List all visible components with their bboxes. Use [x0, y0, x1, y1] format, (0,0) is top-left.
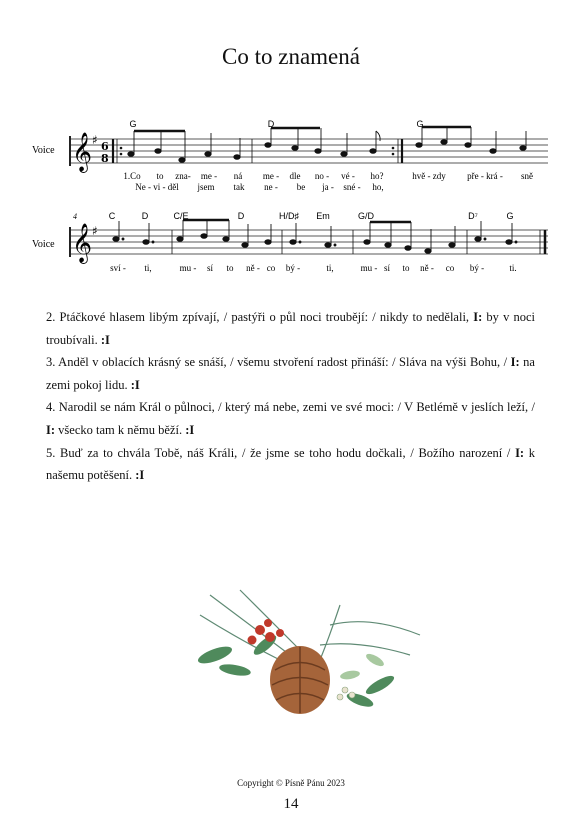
lyric-syllable-0: 1.Co — [123, 171, 141, 181]
treble-clef-icon: 𝄞 — [72, 132, 93, 172]
staff-1 — [70, 136, 548, 166]
chord-symbol-2-8: G — [506, 211, 514, 221]
chord-symbol-2-7: D⁷ — [468, 211, 478, 221]
chord-symbol-0: G — [129, 119, 137, 129]
music-score — [0, 0, 582, 300]
chord-symbol-2-0: C — [108, 211, 116, 221]
chord-symbol-2-4: H/D♯ — [279, 211, 299, 221]
notes-system-1 — [128, 128, 380, 163]
verse-3: 3. Anděl v oblacích krásný se snáší, / všemu stvoření radost přináší: / Sláva na výši Bohu, / I: na zemi pokoj lidu. :I — [46, 355, 535, 392]
chord-symbol-2-1: D — [141, 211, 149, 221]
lyric-syllable-2-7: bý - — [285, 263, 301, 273]
chord-symbol-2: G — [416, 119, 424, 129]
lyric-syllable-4: ná — [233, 171, 243, 181]
lyric-syllable-10: hvě - zdy — [412, 171, 446, 181]
instrument-label: Voice — [32, 145, 55, 156]
time-signature-top: 6 — [101, 140, 109, 153]
lyric-syllable-b-0: Ne - vi - děl — [135, 182, 179, 192]
lyric-syllable-3: me - — [200, 171, 218, 181]
measure-number: 4 — [73, 212, 77, 221]
lyric-syllable-6: dle — [289, 171, 301, 181]
lyric-syllable-2-9: mu - — [360, 263, 378, 273]
lyric-syllable-8: vé - — [341, 171, 355, 181]
lyric-syllable-2-4: to — [226, 263, 234, 273]
lyric-syllable-2-8: ti, — [326, 263, 334, 273]
page-number: 14 — [283, 796, 299, 812]
chord-symbol-1: D — [267, 119, 275, 129]
lyric-syllable-b-7: ho, — [372, 182, 384, 192]
lyric-syllable-2: zna- — [175, 171, 191, 181]
lyric-syllable-2-5: ně - — [246, 263, 260, 273]
chord-symbol-2-5: Em — [316, 211, 330, 221]
lyric-syllable-2-10: sí — [383, 263, 391, 273]
lyric-syllable-2-2: mu - — [179, 263, 197, 273]
lyric-syllable-11: pře - krá - — [467, 171, 503, 181]
lyric-syllable-2-12: ně - — [420, 263, 434, 273]
lyric-syllable-2-3: sí — [206, 263, 214, 273]
verse-2: 2. Ptáčkové hlasem libým zpívají, / pastýři o půl noci troubějí: / nikdy to nedělali, I: by v noci troubívali. :I — [46, 310, 535, 347]
treble-clef-icon-2: 𝄞 — [72, 223, 93, 263]
lyrics-verse-1b-line — [135, 182, 383, 192]
lyric-syllable-2-6: co — [266, 263, 276, 273]
lyric-syllable-b-1: jsem — [197, 182, 215, 192]
notes-system-2 — [113, 220, 517, 254]
song-title: Co to znamená — [222, 44, 360, 69]
lyric-syllable-2-1: ti, — [144, 263, 152, 273]
lyric-syllable-2-11: to — [402, 263, 410, 273]
staff-2 — [70, 227, 548, 257]
chord-symbol-2-2: C/E — [173, 211, 189, 221]
lyric-syllable-9: ho? — [370, 171, 384, 181]
lyric-syllable-2-14: bý - — [469, 263, 485, 273]
christmas-decoration-image — [180, 585, 430, 725]
key-signature-sharp-icon-2: ♯ — [92, 224, 98, 238]
chord-symbol-2-6: G/D — [357, 211, 375, 221]
lyrics-verse-1-line — [123, 171, 533, 181]
lyric-syllable-2-0: sví - — [110, 263, 126, 273]
lyric-syllable-b-3: ne - — [264, 182, 278, 192]
lyric-syllable-2-15: ti. — [509, 263, 517, 273]
lyric-syllable-5: me - — [262, 171, 280, 181]
lyric-syllable-b-2: tak — [233, 182, 245, 192]
lyric-syllable-12: sně — [521, 171, 533, 181]
key-signature-sharp-icon: ♯ — [92, 133, 98, 147]
verses-block — [46, 306, 535, 487]
chord-symbols-system-2 — [109, 211, 514, 221]
chord-symbol-2-3: D — [237, 211, 245, 221]
lyrics-system-2 — [110, 263, 517, 273]
lyric-syllable-7: no - — [314, 171, 330, 181]
lyric-syllable-b-5: ja - — [322, 182, 334, 192]
lyric-syllable-b-4: be — [296, 182, 306, 192]
verse-5: 5. Buď za to chvála Tobě, náš Králi, / že jsme se toho hodu dočkali, / Božího narození / I: k našemu potěšení. :I — [46, 445, 536, 483]
copyright-footer: Copyright © Písně Pánu 2023 — [237, 778, 345, 788]
lyric-syllable-1: to — [156, 171, 164, 181]
time-signature-bottom: 8 — [101, 152, 109, 165]
verse-4: 4. Narodil se nám Král o půlnoci, / který má nebe, zemi ve své moci: / V Betlémě v jeslích leží, / I: všecko tam k němu běží. :I — [46, 400, 535, 437]
lyric-syllable-b-6: sné - — [343, 182, 361, 192]
instrument-label-2: Voice — [32, 239, 55, 250]
lyric-syllable-2-13: co — [445, 263, 455, 273]
